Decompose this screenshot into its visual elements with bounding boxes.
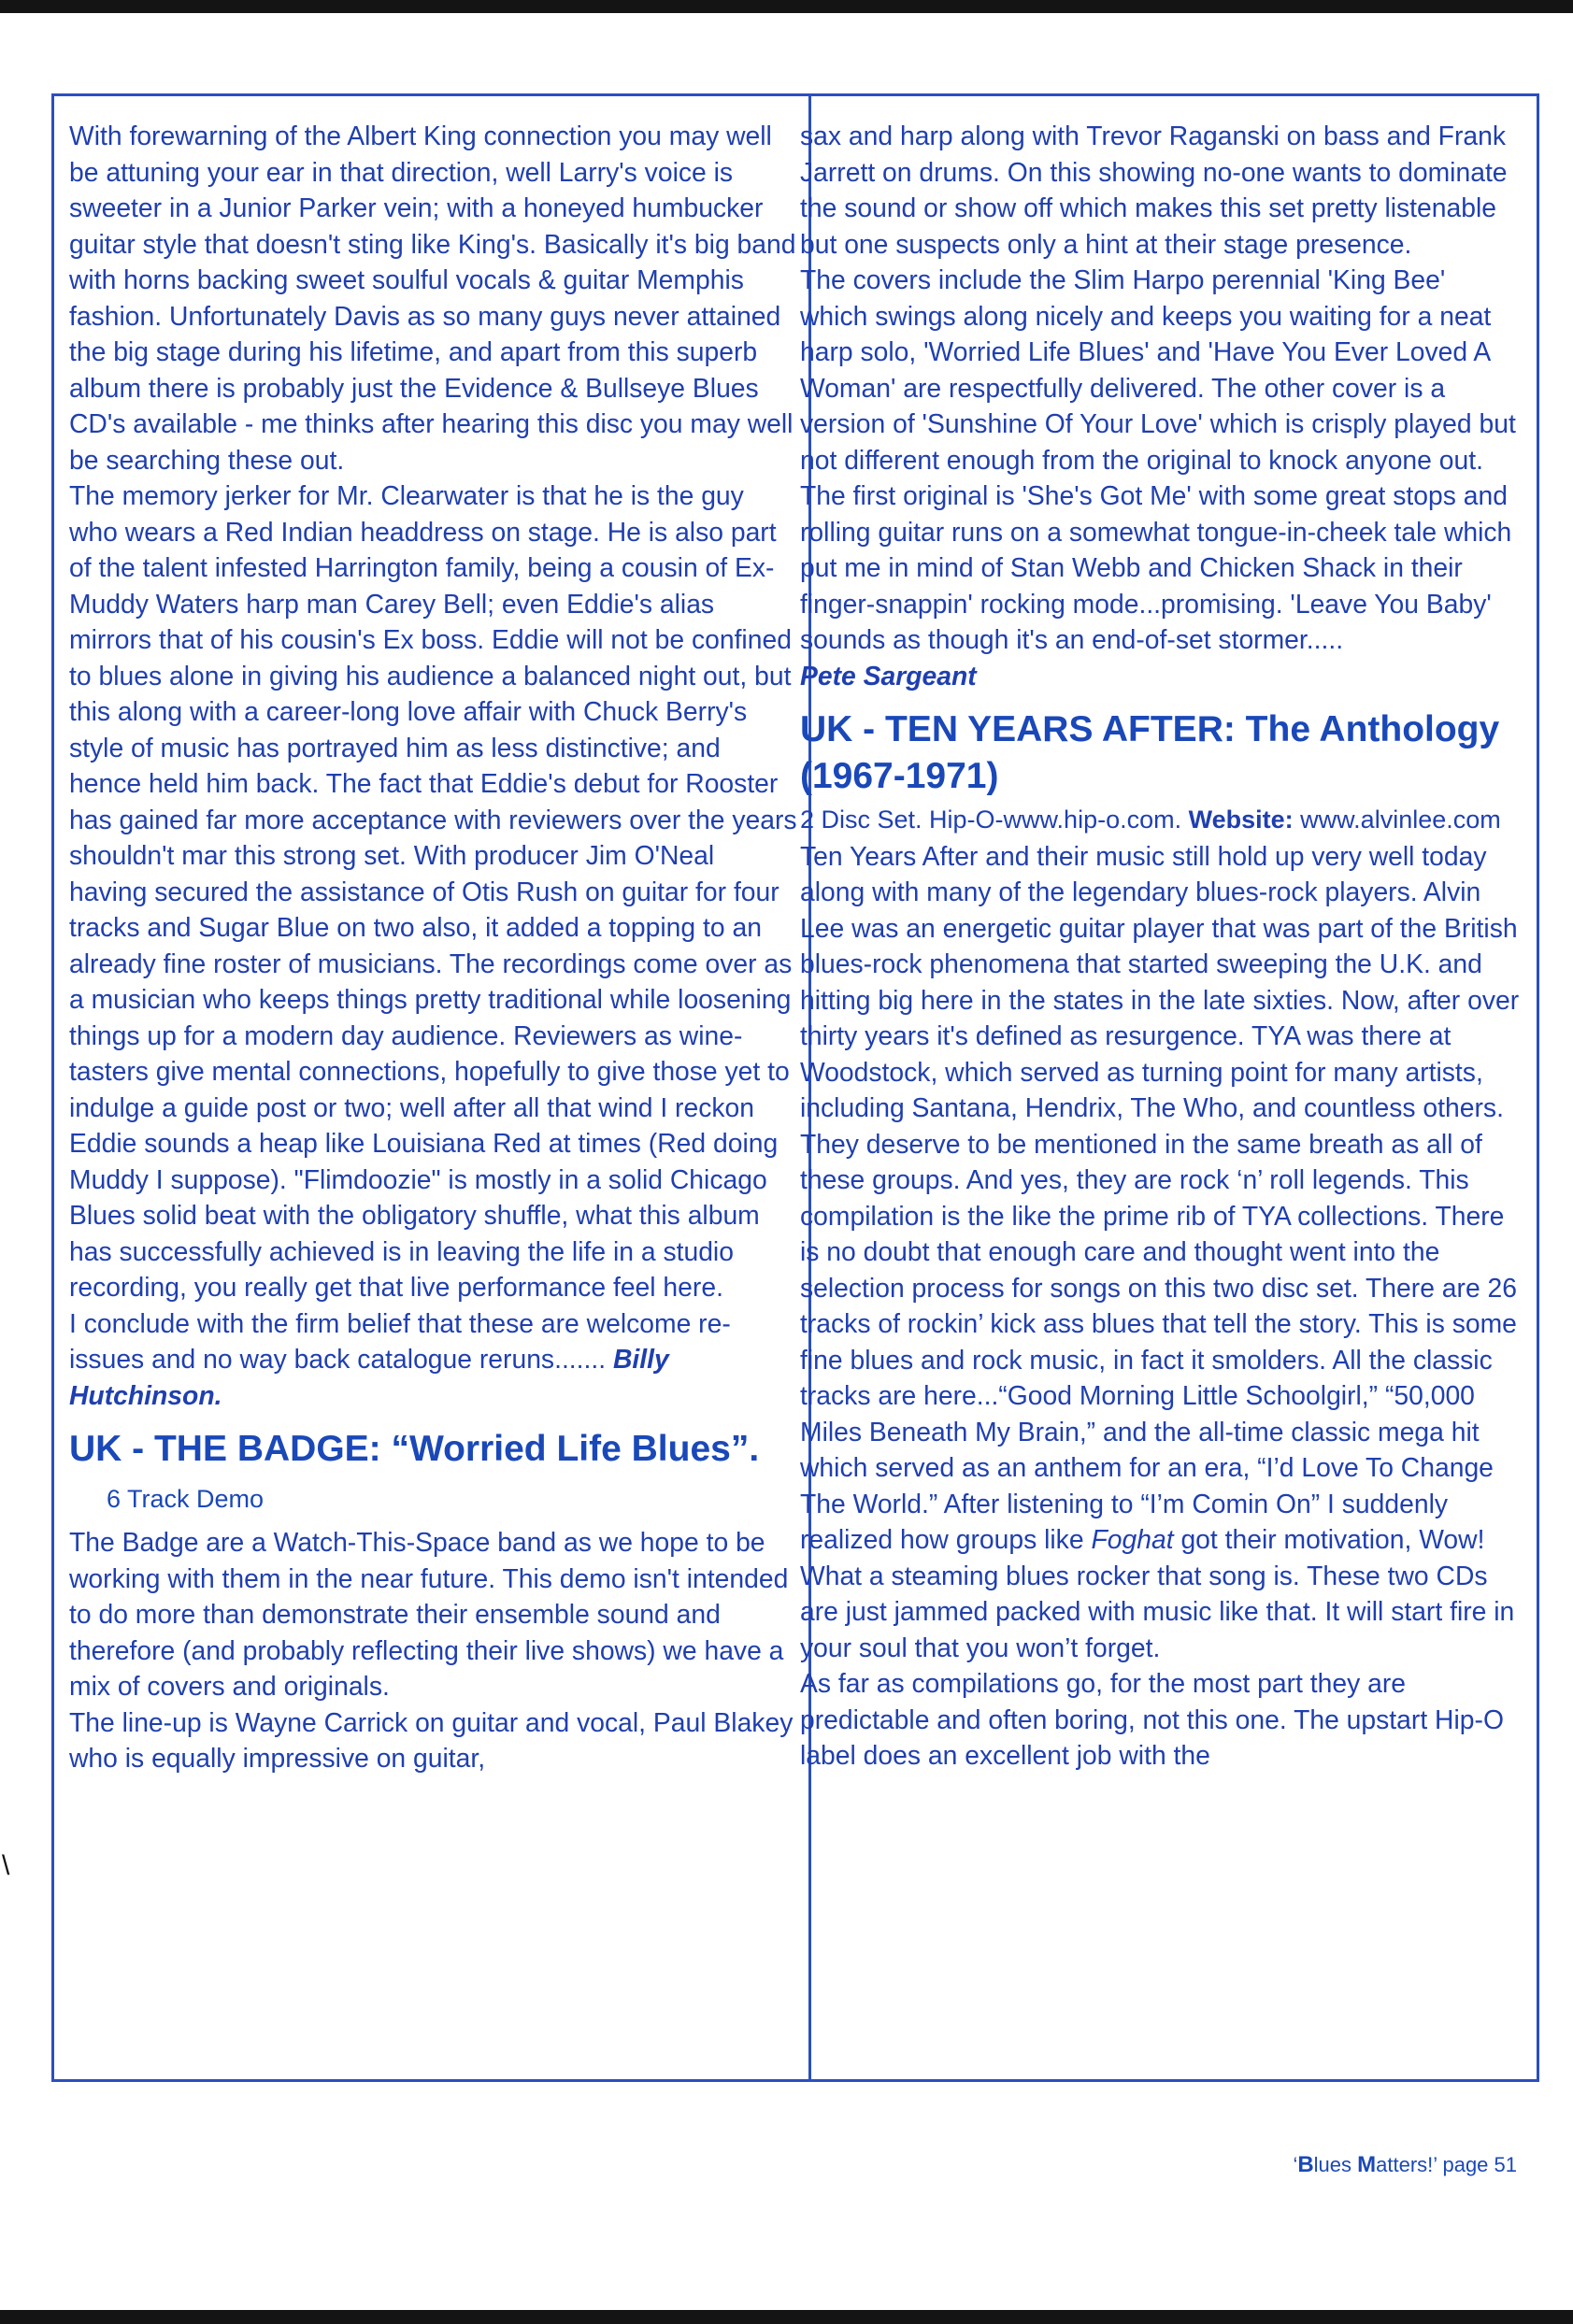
top-scan-edge [0, 0, 1573, 13]
review-paragraph: sax and harp along with Trevor Raganski on bass and Frank Jarrett on drums. On this showing no-one wants to dominate the sound or show off which makes this set pretty listenable but one suspects only a hint at their stage presence. [800, 121, 1508, 259]
reviewer-signature: Billy Hutchinson. [69, 1344, 669, 1410]
review-paragraph: With forewarning of the Albert King connection you may well be attuning your ear in that direction, well Larry's voice is sweeter in a Junior Parker vein; with a honeyed humbucker guitar style that doesn't sting like King's. Basically it's big band with horns backing sweet soulful vocals & guitar Memphis fashion. Unfortunately Davis as so many guys never attained the big stage during his lifetime, and apart from this superb album there is probably just the Evidence & Bullseye Blues CD's available - me thinks after hearing this disc you may well be searching these out. [69, 121, 796, 475]
review-paragraph [69, 1305, 798, 1414]
website-label: Website: [1188, 806, 1294, 834]
footer-initial-m: M [1357, 2152, 1377, 2177]
release-info [800, 802, 1520, 838]
review-paragraph: The memory jerker for Mr. Clearwater is that he is the guy who wears a Red Indian headdress on stage. He is also part of the talent infested Harrington family, being a cousin of Ex-Muddy Waters harp man Carey Bell; even Eddie's alias mirrors that of his cousin's Ex boss. Eddie will not be confined to blues alone in giving his audience a balanced night out, but this along with a career-long love affair with Chuck Berry's style of music has portrayed him as less distinctive; and hence held him back. The fact that Eddie's debut for Rooster has gained far more acceptance with reviewers over the years shouldn't mar this strong set. With producer Jim O'Neal having secured the assistance of Otis Rush on guitar for four tracks and Sugar Blue on two also, it added a topping to an already fine roster of musicians. The recordings come over as a musician who keeps things pretty traditional while loosening things up for a modern day audience. Reviewers as wine-tasters give mental connections, hopefully to give those yet to indulge a guide post or two; well after all that wind I reckon Eddie sounds a heap like Louisiana Red at times (Red doing Muddy I suppose). "Flimdoozie" is mostly in a solid Chicago Blues solid beat with the obligatory shuffle, what this album has successfully achieved is in leaving the life in a studio recording, you really get that live performance feel here. [69, 480, 797, 1302]
footer-page-label: atters!’ page 51 [1376, 2153, 1517, 2176]
left-column [69, 118, 798, 2071]
review-text: Ten Years After and their music still hold up very well today along with many of the legendary blues-rock players. Alvin Lee was an energetic guitar player that was part of the British blues-rock phenomena that started sweeping the U.K. and hitting big here in the states in the late sixties. Now, after over thirty years it's defined as resurgence. TYA was there at Woodstock, which served as turning point for many artists, including Santana, Hendrix, The Who, and countless others. They deserve to be mentioned in the same breath as all of these groups. And yes, they are rock ‘n’ roll legends. This compilation is the like the prime rib of TYA collections. There is no doubt that enough care and thought went into the selection process for songs on this two disc set. There are 26 tracks of rockin’ kick ass blues that tell the story. This is some fine blues and rock music, in fact it smolders. All the classic tracks are here...“Good Morning Little Schoolgirl,” “50,000 Miles Beneath My Brain,” and the all-time classic mega hit which served as an anthem for an era, “I’d Love To Change The World.” After listening to “I’m Comin On” I suddenly realized how groups like [800, 840, 1520, 1554]
review-paragraph: The Badge are a Watch-This-Space band as we hope to be working with them in the near future. This demo isn't intended to do more than demonstrate their ensemble sound and therefore (and probably reflecting their live shows) we have a mix of covers and originals. [69, 1527, 789, 1701]
review-headline [69, 1426, 798, 1522]
review-paragraph: The covers include the Slim Harpo perennial 'King Bee' which swings along nicely and keeps you waiting for a neat harp solo, 'Worried Life Blues' and 'Have You Ever Loved A Woman' are respectfully delivered. The other cover is a version of 'Sunshine Of Your Love' which is crisply played but not different enough from the original to knock anyone out. [800, 264, 1516, 475]
headline-text: UK - THE BADGE: “Worried Life Blues”. [69, 1429, 760, 1469]
footer-initial-b: B [1297, 2152, 1314, 2177]
margin-mark: \ [2, 1850, 10, 1881]
right-column [800, 118, 1520, 2071]
release-format: 6 Track Demo [107, 1485, 265, 1513]
review-paragraph [800, 838, 1520, 1666]
band-name: Foghat [1091, 1524, 1174, 1554]
footer-quote: ‘ [1293, 2153, 1298, 2176]
release-format: 2 Disc Set. Hip-O-www.hip-o.com. [800, 806, 1182, 834]
review-headline: UK - TEN YEARS AFTER: The Anthology (1967-1971) [800, 709, 1500, 796]
page-footer [1293, 2152, 1517, 2178]
website-url: www.alvinlee.com [1300, 806, 1501, 834]
review-paragraph: As far as compilations go, for the most part they are predictable and often boring, not this one. The upstart Hip-O label does an excellent job with the [800, 1668, 1504, 1770]
footer-word-blues: lues [1313, 2153, 1358, 2176]
bottom-scan-edge [0, 2310, 1573, 2324]
reviewer-signature: Pete Sargeant [800, 660, 977, 691]
review-text: I conclude with the firm belief that these are welcome re-issues and no way back catalogue reruns....... [69, 1307, 731, 1374]
review-paragraph: The line-up is Wayne Carrick on guitar and vocal, Paul Blakey who is equally impressive on guitar, [69, 1706, 794, 1773]
review-text: got their motivation, Wow! What a steaming blues rocker that song is. These two CDs are just jammed packed with music like that. It will start fire in your soul that you won’t forget. [800, 1524, 1515, 1662]
review-paragraph: The first original is 'She's Got Me' with some great stops and rolling guitar runs on a somewhat tongue-in-cheek tale which put me in mind of Stan Webb and Chicken Shack in their finger-snappin' rocking mode...promising. 'Leave You Baby' sounds as though it's an end-of-set stormer..... [800, 480, 1512, 654]
